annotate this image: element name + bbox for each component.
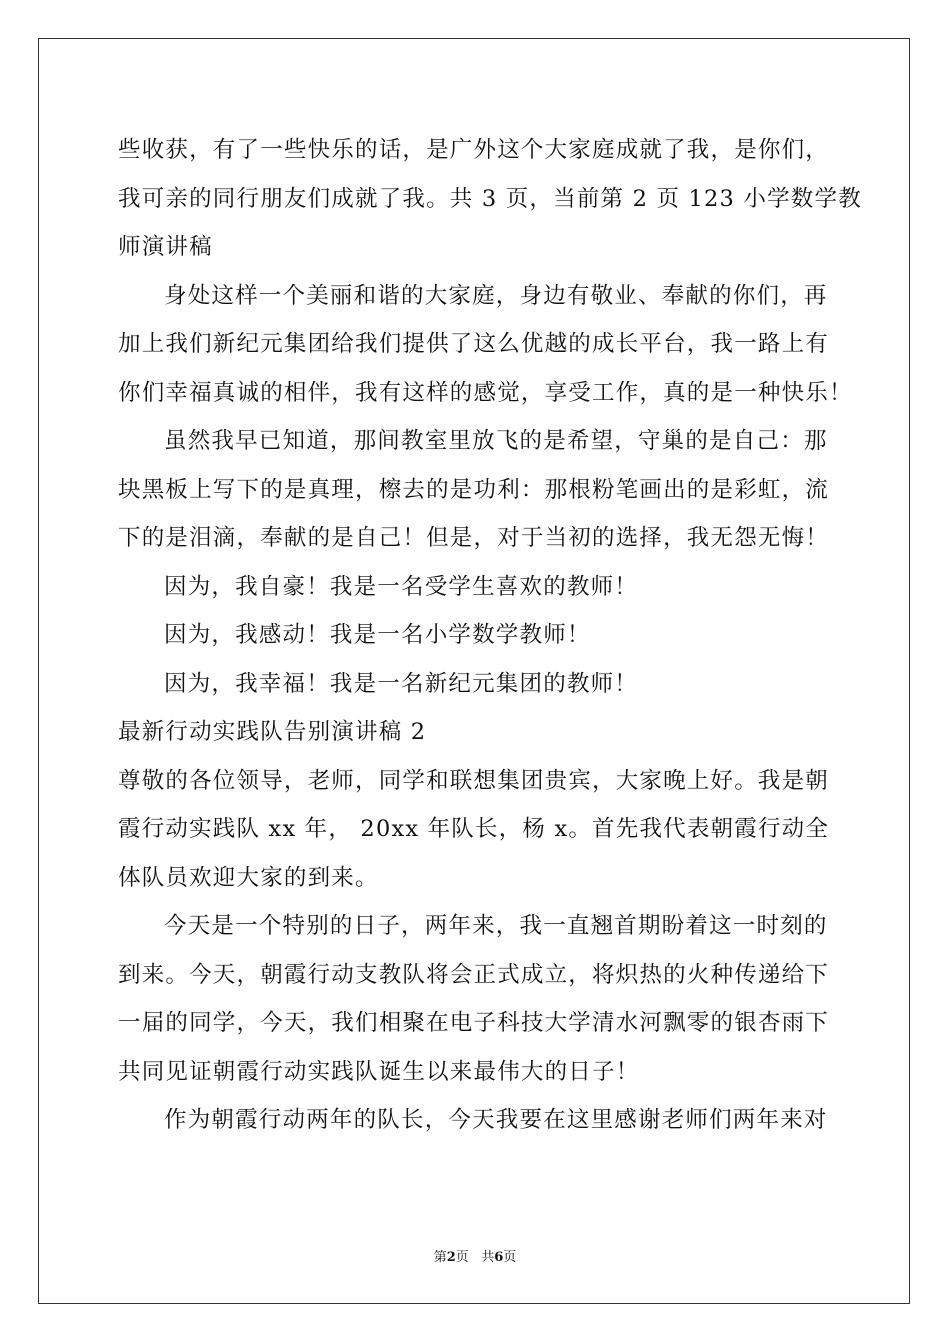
text-line: 体队员欢迎大家的到来。 (118, 864, 379, 891)
text-line: 我可亲的同行朋友们成就了我。共 3 页，当前第 2 页 123 小学数学教 (118, 185, 862, 212)
page-current: 2 (446, 1250, 456, 1265)
text-line: 下的是泪滴，奉献的是自己！但是，对于当初的选择，我无怨无悔！ (118, 525, 830, 551)
page-prefix: 第 (433, 1250, 447, 1265)
paragraph-start-line: 因为，我自豪！我是一名受学生喜欢的教师！ (164, 573, 639, 600)
text-line: 一届的同学，今天，我们相聚在电子科技大学清水河飘零的银杏雨下 (118, 1010, 830, 1036)
paragraph-start-line: 因为，我幸福！我是一名新纪元集团的教师！ (164, 670, 639, 697)
text-line: 师演讲稿 (118, 234, 213, 260)
text-line: 共同见证朝霞行动实践队诞生以来最伟大的日子！ (118, 1058, 640, 1085)
text-line: 加上我们新纪元集团给我们提供了这么优越的成长平台，我一路上有 (118, 331, 830, 357)
page-suffix: 页 (455, 1250, 469, 1265)
text-line: 块黑板上写下的是真理，檫去的是功利：那根粉笔画出的是彩虹，流 (118, 476, 830, 503)
text-line: 尊敬的各位领导，老师，同学和联想集团贵宾，大家晚上好。我是朝 (118, 767, 830, 794)
document-body (118, 126, 862, 1145)
paragraph-start-line: 身处这样一个美丽和谐的大家庭，身边有敬业、奉献的你们，再 (164, 282, 828, 309)
total-suffix: 页 (503, 1250, 517, 1265)
text-line: 你们幸福真诚的相伴，我有这样的感觉，享受工作，真的是一种快乐！ (118, 379, 853, 406)
text-line: 到来。今天，朝霞行动支教队将会正式成立，将炽热的火种传递给下 (118, 961, 830, 988)
total-prefix: 共 (481, 1250, 495, 1265)
paragraph-start-line: 虽然我早已知道，那间教室里放飞的是希望，守巢的是自己：那 (164, 428, 828, 454)
section-heading: 最新行动实践队告别演讲稿 2 (118, 719, 427, 745)
page-total: 6 (494, 1250, 504, 1265)
paragraph-start-line: 今天是一个特别的日子，两年来，我一直翘首期盼着这一时刻的 (164, 913, 828, 939)
text-line: 霞行动实践队 xx 年， 20xx 年队长，杨 x。首先我代表朝霞行动全 (118, 816, 830, 842)
text-line: 些收获，有了一些快乐的话，是广外这个大家庭成就了我，是你们， (118, 137, 830, 163)
paragraph-start-line: 作为朝霞行动两年的队长，今天我要在这里感谢老师们两年来对 (164, 1107, 828, 1133)
page-footer (0, 1246, 950, 1265)
paragraph-start-line: 因为，我感动！我是一名小学数学教师！ (164, 622, 591, 648)
